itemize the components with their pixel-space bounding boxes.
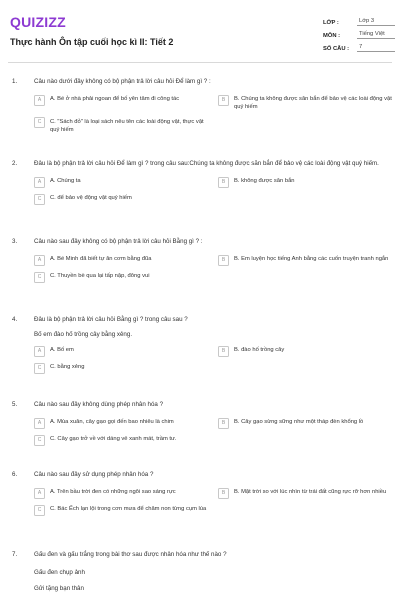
question-6 [0, 471, 400, 551]
answer-option-c[interactable] [34, 194, 214, 205]
answer-options [34, 255, 390, 283]
question-number: 7. [12, 551, 18, 558]
option-text: B. Cây gạo sừng sững như một tháp đèn khổng lồ [234, 419, 364, 425]
answer-option-c[interactable] [34, 363, 214, 374]
question-number: 3. [12, 238, 18, 245]
answer-options [34, 177, 390, 205]
answer-option-a[interactable] [34, 177, 214, 188]
option-text: C. Thuyền bè qua lại tấp nập, đông vui [50, 273, 150, 279]
poem-line-1: Gấu đen chụp ảnh [34, 568, 85, 576]
poem-line-2: Gửi tặng bạn thân [34, 584, 84, 592]
worksheet-title: Thực hành Ôn tập cuối học kì II: Tiết 2 [10, 37, 174, 47]
option-text: B. đào hố trồng cây [234, 347, 285, 353]
question-text: Gấu đen và gấu trắng trong bài thơ sau được nhân hóa như thế nào ? [34, 551, 227, 558]
answer-option-b[interactable] [218, 418, 398, 429]
question-list [0, 78, 400, 601]
option-text: C. Cây gạo trở về với dáng vẻ xanh mát, trầm tư. [50, 436, 177, 442]
question-number: 5. [12, 401, 18, 408]
answer-option-b[interactable] [218, 488, 398, 499]
option-letter: B [218, 95, 229, 106]
answer-option-b[interactable] [218, 346, 398, 357]
answer-option-b[interactable] [218, 255, 398, 266]
answer-option-c[interactable] [34, 505, 214, 516]
option-letter: B [218, 418, 229, 429]
option-letter: C [34, 272, 45, 283]
option-text: A. Chúng ta [50, 178, 81, 184]
meta-label: SỐ CÂU : [323, 46, 350, 52]
option-text: C. bằng xẻng [50, 364, 85, 370]
question-3 [0, 238, 400, 316]
option-letter: A [34, 177, 45, 188]
answer-option-c[interactable] [34, 117, 214, 134]
answer-option-a[interactable] [34, 418, 214, 429]
answer-option-c[interactable] [34, 435, 214, 446]
option-letter: B [218, 255, 229, 266]
question-5 [0, 401, 400, 471]
answer-option-a[interactable] [34, 255, 214, 266]
question-2 [0, 160, 400, 238]
option-letter: C [34, 363, 45, 374]
option-letter: C [34, 117, 45, 128]
answer-options [34, 346, 390, 374]
answer-option-a[interactable] [34, 95, 214, 112]
question-text: Câu nào dưới đây không có bộ phận trả lời câu hỏi Để làm gì ? : [34, 78, 211, 85]
answer-option-a[interactable] [34, 346, 214, 357]
meta-row-count [323, 40, 395, 52]
question-1 [0, 78, 400, 160]
option-text: B. Chúng ta không được săn bắn để bảo vệ các loài động vật quý hiếm [234, 96, 392, 110]
question-number: 6. [12, 471, 18, 478]
question-text: Đâu là bộ phận trả lời câu hỏi Bằng gì ? trong câu sau ? [34, 316, 188, 323]
answer-option-b[interactable] [218, 177, 398, 188]
answer-option-c[interactable] [34, 272, 214, 283]
answer-options [34, 488, 390, 516]
question-text: Câu nào sau đây không có bộ phận trả lời câu hỏi Bằng gì ? : [34, 238, 203, 245]
question-text: Câu nào sau đây sử dụng phép nhân hóa ? [34, 471, 154, 478]
question-4 [0, 316, 400, 401]
option-text: A. Bé Minh đã biết tự ăn cơm bằng đũa [50, 256, 152, 262]
option-text: C. Bác Ếch lạn lội trong cơn mưa để chăm non từng cụm lúa [50, 506, 207, 512]
option-letter: A [34, 488, 45, 499]
answer-options [34, 95, 390, 134]
option-text: C. "Sách đỏ" là loại sách nêu tên các loài động vật, thực vật quý hiếm [50, 118, 204, 133]
meta-value: Tiếng Việt [357, 31, 395, 39]
option-text: A. Mùa xuân, cây gạo gọi đến bao nhiêu là chim [50, 419, 174, 425]
option-text: A. Bố em [50, 347, 74, 353]
option-letter: B [218, 346, 229, 357]
option-letter: C [34, 435, 45, 446]
meta-row-subject [323, 27, 395, 39]
meta-value: 7 [357, 44, 395, 52]
meta-label: LỚP : [323, 20, 339, 26]
option-text: B. Em luyện học tiếng Anh bằng các cuốn truyện tranh ngắn [234, 256, 389, 262]
header-divider [8, 62, 392, 63]
worksheet-meta [323, 14, 395, 53]
answer-option-a[interactable] [34, 488, 214, 499]
option-letter: A [34, 95, 45, 106]
question-7 [0, 551, 400, 601]
meta-row-class [323, 14, 395, 26]
answer-option-b[interactable] [218, 95, 398, 112]
question-number: 2. [12, 160, 18, 167]
option-letter: B [218, 488, 229, 499]
option-letter: B [218, 177, 229, 188]
question-passage: Bố em đào hố trồng cây bằng xẻng. [34, 330, 133, 338]
option-text: A. Trên bầu trời đen có những ngôi sao sáng rực [50, 489, 176, 495]
option-text: B. Mặt trời so với lúc nhìn từ trái đất cũng rực rỡ hơn nhiều [234, 489, 387, 495]
meta-value: Lớp 3 [357, 18, 395, 26]
option-text: A. Bé ở nhà phải ngoan để bố yên tâm đi công tác [50, 96, 180, 102]
meta-label: MÔN : [323, 33, 341, 39]
option-letter: C [34, 505, 45, 516]
option-letter: C [34, 194, 45, 205]
option-text: B. không được săn bắn [234, 178, 295, 184]
question-number: 1. [12, 78, 18, 85]
answer-options [34, 418, 390, 446]
option-letter: A [34, 418, 45, 429]
option-text: C. để bảo vệ động vật quý hiếm [50, 195, 132, 201]
quizizz-logo: QUIZIZZ [10, 14, 66, 30]
question-text: Đâu là bộ phận trả lời câu hỏi Để làm gì ? trong câu sau:Chúng ta không được săn bắn để bảo vệ các loài động vật quý hiếm. [34, 160, 379, 167]
question-text: Câu nào sau đây không dùng phép nhân hóa ? [34, 401, 164, 408]
question-number: 4. [12, 316, 18, 323]
option-letter: A [34, 346, 45, 357]
option-letter: A [34, 255, 45, 266]
